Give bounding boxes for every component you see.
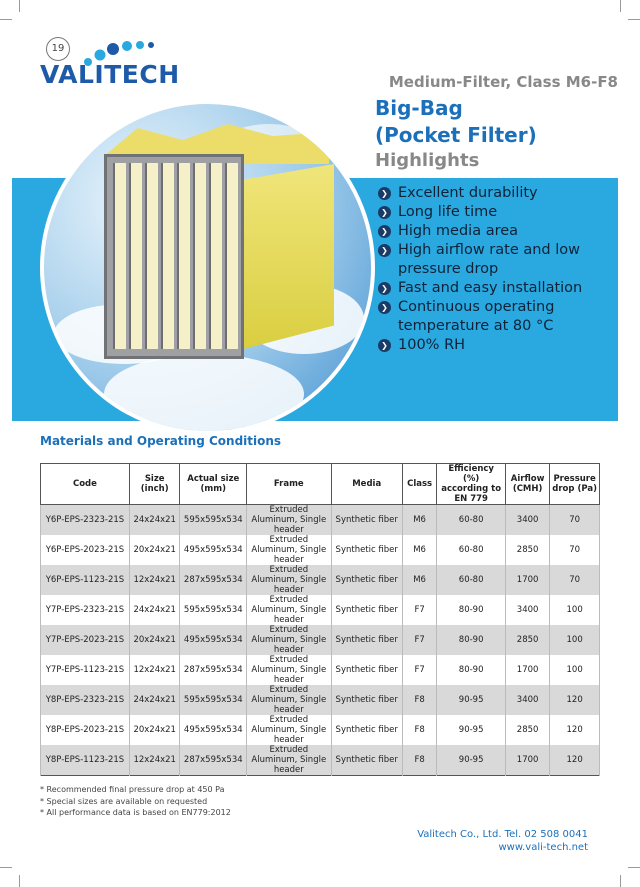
table-row xyxy=(41,535,600,565)
specs-table xyxy=(40,463,600,776)
table-cell: 60-80 xyxy=(437,505,506,536)
table-cell: M6 xyxy=(402,535,436,565)
table-cell: 24x24x21 xyxy=(129,685,180,715)
column-header: Frame xyxy=(247,464,331,505)
table-cell: 1700 xyxy=(506,655,550,685)
table-cell: 2850 xyxy=(506,715,550,745)
table-cell: 1700 xyxy=(506,745,550,776)
chevron-right-icon: ❯ xyxy=(378,301,391,314)
table-row xyxy=(41,505,600,536)
list-item: ❯ Long life time xyxy=(378,203,608,222)
page-number: 19 xyxy=(46,37,70,61)
filter-frame xyxy=(104,154,244,359)
table-cell: Synthetic fiber xyxy=(331,535,402,565)
table-row xyxy=(41,715,600,745)
product-photo xyxy=(40,100,375,435)
table-cell: Synthetic fiber xyxy=(331,595,402,625)
table-cell: 12x24x21 xyxy=(129,655,180,685)
table-cell: 287x595x534 xyxy=(180,745,247,776)
table-header-row xyxy=(41,464,600,505)
table-row xyxy=(41,685,600,715)
table-cell: F7 xyxy=(402,595,436,625)
table-cell: 287x595x534 xyxy=(180,565,247,595)
table-cell: 2850 xyxy=(506,535,550,565)
table-cell: Synthetic fiber xyxy=(331,565,402,595)
highlights-heading: Highlights xyxy=(375,150,480,171)
table-cell: 120 xyxy=(550,715,600,745)
footnotes xyxy=(40,784,231,819)
table-cell: Extruded Aluminum, Single header xyxy=(247,565,331,595)
list-item: ❯ Continuous operating temperature at 80 °C xyxy=(378,298,608,336)
table-cell: 3400 xyxy=(506,595,550,625)
footnote: * Special sizes are available on requested xyxy=(40,796,208,806)
table-cell: Y7P-EPS-2023-21S xyxy=(41,625,130,655)
table-cell: F8 xyxy=(402,715,436,745)
table-cell: 80-90 xyxy=(437,655,506,685)
table-cell: 20x24x21 xyxy=(129,715,180,745)
table-cell: Synthetic fiber xyxy=(331,625,402,655)
table-cell: 495x595x534 xyxy=(180,625,247,655)
table-cell: 100 xyxy=(550,655,600,685)
crop-mark xyxy=(628,19,640,20)
crop-mark xyxy=(620,875,621,887)
crop-mark xyxy=(628,867,640,868)
column-header: Pressure drop (Pa) xyxy=(550,464,600,505)
table-cell: 70 xyxy=(550,505,600,536)
table-cell: Y8P-EPS-2323-21S xyxy=(41,685,130,715)
table-cell: Y7P-EPS-1123-21S xyxy=(41,655,130,685)
product-title-line1: Big-Bag xyxy=(375,96,463,120)
table-cell: Extruded Aluminum, Single header xyxy=(247,595,331,625)
crop-mark xyxy=(0,867,12,868)
table-cell: 20x24x21 xyxy=(129,535,180,565)
table-cell: Extruded Aluminum, Single header xyxy=(247,745,331,776)
list-item: ❯ Fast and easy installation xyxy=(378,279,608,298)
table-cell: 595x595x534 xyxy=(180,685,247,715)
table-cell: 90-95 xyxy=(437,715,506,745)
table-cell: Y6P-EPS-2323-21S xyxy=(41,505,130,536)
table-cell: 20x24x21 xyxy=(129,625,180,655)
table-cell: 120 xyxy=(550,745,600,776)
table-cell: Extruded Aluminum, Single header xyxy=(247,535,331,565)
table-cell: Y6P-EPS-1123-21S xyxy=(41,565,130,595)
column-header: Media xyxy=(331,464,402,505)
table-cell: Y8P-EPS-2023-21S xyxy=(41,715,130,745)
product-subtitle: Medium-Filter, Class M6-F8 xyxy=(388,73,618,91)
table-cell: 90-95 xyxy=(437,685,506,715)
table-cell: Synthetic fiber xyxy=(331,685,402,715)
chevron-right-icon: ❯ xyxy=(378,187,391,200)
table-cell: Extruded Aluminum, Single header xyxy=(247,505,331,536)
table-cell: F8 xyxy=(402,685,436,715)
chevron-right-icon: ❯ xyxy=(378,206,391,219)
chevron-right-icon: ❯ xyxy=(378,244,391,257)
column-header: Class xyxy=(402,464,436,505)
table-cell: 120 xyxy=(550,685,600,715)
table-cell: 100 xyxy=(550,625,600,655)
company-logo: VALITECH xyxy=(40,60,180,89)
cloud-shape xyxy=(104,354,304,434)
crop-mark xyxy=(19,0,20,12)
table-cell: Y6P-EPS-2023-21S xyxy=(41,535,130,565)
table-cell: Synthetic fiber xyxy=(331,505,402,536)
list-item: ❯ 100% RH xyxy=(378,336,608,355)
chevron-right-icon: ❯ xyxy=(378,225,391,238)
table-row xyxy=(41,595,600,625)
table-cell: 3400 xyxy=(506,685,550,715)
section-title: Materials and Operating Conditions xyxy=(40,434,282,448)
table-cell: 70 xyxy=(550,565,600,595)
table-cell: Extruded Aluminum, Single header xyxy=(247,655,331,685)
website-link[interactable]: www.vali-tech.net xyxy=(498,842,588,853)
table-cell: Synthetic fiber xyxy=(331,715,402,745)
column-header: Actual size (mm) xyxy=(180,464,247,505)
crop-mark xyxy=(0,19,12,20)
footnote: * Recommended final pressure drop at 450 Pa xyxy=(40,785,225,794)
table-cell: 3400 xyxy=(506,505,550,536)
table-cell: 24x24x21 xyxy=(129,595,180,625)
table-cell: 100 xyxy=(550,595,600,625)
table-cell: 595x595x534 xyxy=(180,595,247,625)
table-cell: Synthetic fiber xyxy=(331,745,402,776)
company-contact: Valitech Co., Ltd. Tel. 02 508 0041 xyxy=(417,829,588,840)
table-cell: 1700 xyxy=(506,565,550,595)
table-row xyxy=(41,745,600,776)
highlights-list xyxy=(378,184,608,355)
table-cell: F7 xyxy=(402,625,436,655)
column-header: Efficiency (%) according to EN 779 xyxy=(437,464,506,505)
table-cell: 2850 xyxy=(506,625,550,655)
table-cell: 90-95 xyxy=(437,745,506,776)
table-cell: 595x595x534 xyxy=(180,505,247,536)
contact-footer xyxy=(417,828,588,854)
table-cell: M6 xyxy=(402,565,436,595)
table-cell: Y8P-EPS-1123-21S xyxy=(41,745,130,776)
crop-mark xyxy=(620,0,621,12)
list-item: ❯ High media area xyxy=(378,222,608,241)
table-cell: Y7P-EPS-2323-21S xyxy=(41,595,130,625)
chevron-right-icon: ❯ xyxy=(378,282,391,295)
column-header: Airflow (CMH) xyxy=(506,464,550,505)
list-item: ❯ High airflow rate and low pressure drop xyxy=(378,241,608,279)
column-header: Size (inch) xyxy=(129,464,180,505)
table-cell: F7 xyxy=(402,655,436,685)
table-cell: 12x24x21 xyxy=(129,565,180,595)
column-header: Code xyxy=(41,464,130,505)
table-cell: M6 xyxy=(402,505,436,536)
table-row xyxy=(41,565,600,595)
table-cell: 60-80 xyxy=(437,535,506,565)
table-cell: Extruded Aluminum, Single header xyxy=(247,715,331,745)
table-cell: Extruded Aluminum, Single header xyxy=(247,625,331,655)
product-title-line2: (Pocket Filter) xyxy=(375,123,537,147)
table-cell: Extruded Aluminum, Single header xyxy=(247,685,331,715)
table-cell: 12x24x21 xyxy=(129,745,180,776)
table-cell: Synthetic fiber xyxy=(331,655,402,685)
table-cell: 60-80 xyxy=(437,565,506,595)
table-cell: 24x24x21 xyxy=(129,505,180,536)
table-cell: 80-90 xyxy=(437,625,506,655)
footnote: * All performance data is based on EN779:2012 xyxy=(40,808,231,817)
table-cell: 80-90 xyxy=(437,595,506,625)
list-item: ❯ Excellent durability xyxy=(378,184,608,203)
table-cell: 70 xyxy=(550,535,600,565)
chevron-right-icon: ❯ xyxy=(378,339,391,352)
crop-mark xyxy=(19,875,20,887)
table-cell: 287x595x534 xyxy=(180,655,247,685)
table-cell: 495x595x534 xyxy=(180,535,247,565)
table-cell: 495x595x534 xyxy=(180,715,247,745)
table-cell: F8 xyxy=(402,745,436,776)
table-row xyxy=(41,625,600,655)
table-row xyxy=(41,655,600,685)
